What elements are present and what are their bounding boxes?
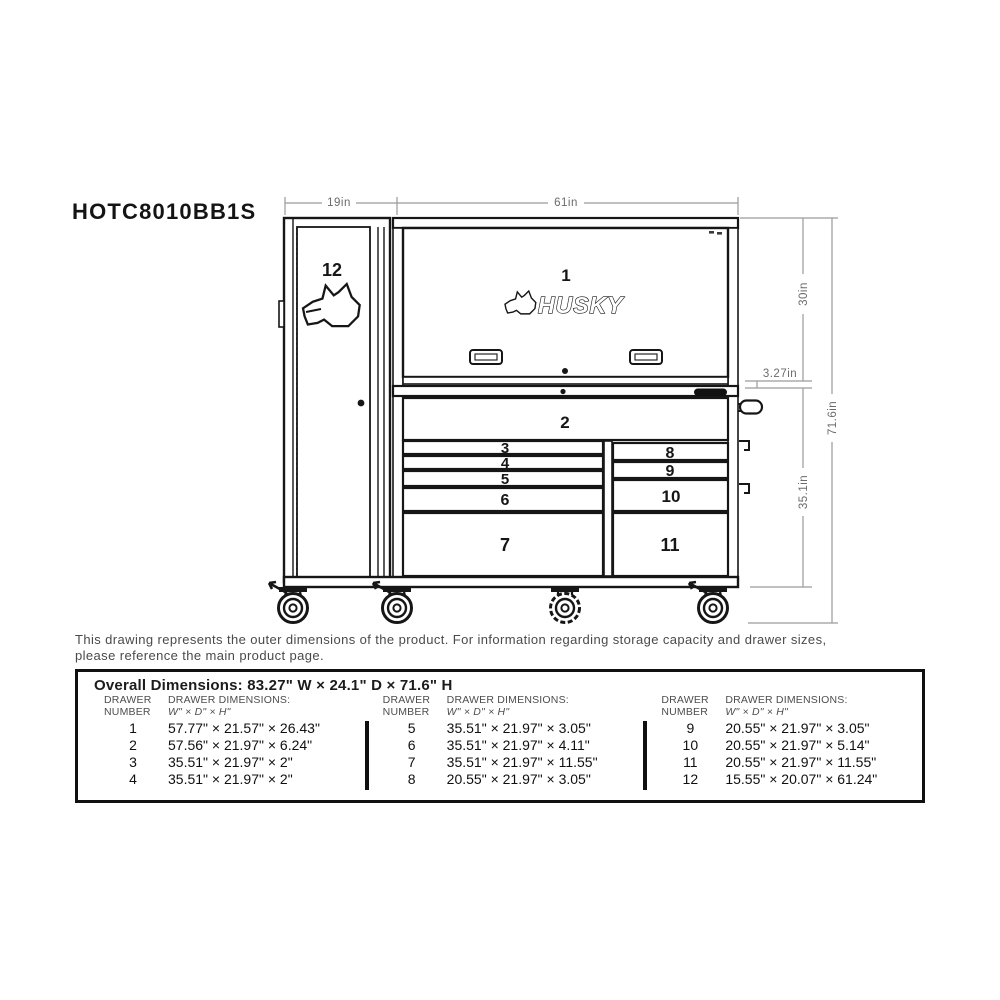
drawer-row <box>661 754 916 771</box>
drawer-dimensions: 57.77" × 21.57" × 26.43" <box>168 720 320 736</box>
overall-dimensions: Overall Dimensions: 83.27" W × 24.1" D × 71.6" H <box>94 677 453 694</box>
drawer-table-group-2 <box>383 695 638 790</box>
drawer-row <box>104 737 359 754</box>
drawer-row <box>104 771 359 788</box>
dim-gap-worktop: 3.27in <box>762 368 798 380</box>
col-header-wdh: W" × D" × H" <box>168 705 231 718</box>
drawer-number: 1 <box>129 720 137 736</box>
drawer-dimensions: 35.51" × 21.97" × 2" <box>168 771 293 787</box>
dim-height-hutch: 30in <box>798 282 810 306</box>
caster-fixed <box>551 587 580 623</box>
drawer-number: 12 <box>682 771 699 787</box>
drawer-row <box>383 737 638 754</box>
latch-marks <box>709 231 714 234</box>
drawer-label-9: 9 <box>665 463 675 480</box>
drawer-row <box>383 720 638 737</box>
drawer-dimensions: 35.51" × 21.97" × 3.05" <box>446 720 591 736</box>
drawer-number: 6 <box>407 737 416 753</box>
drawer-label-8: 8 <box>665 445 675 462</box>
husky-badge-icon <box>694 389 727 397</box>
drawer-label-7: 7 <box>499 535 511 555</box>
side-hooks <box>739 441 749 493</box>
col-header-drawer: DRAWER <box>104 694 152 706</box>
worktop <box>393 377 738 396</box>
drawer-dimensions: 35.51" × 21.97" × 11.55" <box>446 754 598 770</box>
drawer-number: 7 <box>407 754 416 770</box>
drawer-dimensions: 20.55" × 21.97" × 11.55" <box>725 754 877 770</box>
model-number-title: HOTC8010BB1S <box>72 199 257 224</box>
drawer-label-10: 10 <box>661 487 681 506</box>
bank-divider <box>604 441 612 576</box>
drawer-label-1: 1 <box>561 266 571 285</box>
drawer-row <box>104 720 359 737</box>
drawer-dimensions: 20.55" × 21.97" × 5.14" <box>725 737 870 753</box>
col-header-dimensions: DRAWER DIMENSIONS: <box>168 694 291 706</box>
drawer-label-2: 2 <box>560 413 570 432</box>
col-header-dimensions: DRAWER DIMENSIONS: <box>725 694 848 706</box>
drawer-number: 4 <box>129 771 137 787</box>
drawer-dimensions: 35.51" × 21.97" × 4.11" <box>446 737 590 753</box>
drawer-row <box>104 754 359 771</box>
lock-dot-icon <box>562 368 568 374</box>
drawer-number: 2 <box>129 737 137 753</box>
dim-width-chest: 61in <box>554 197 578 209</box>
col-header-number: NUMBER <box>382 705 430 718</box>
drawer-dimensions: 20.55" × 21.97" × 3.05" <box>446 771 591 787</box>
col-header-wdh: W" × D" × H" <box>725 705 788 718</box>
drawer-number: 5 <box>407 720 416 736</box>
dim-height-total: 71.6in <box>827 400 839 436</box>
drawer-number: 8 <box>407 771 416 787</box>
door-hinge <box>279 301 284 327</box>
drawer-table-group-3 <box>661 695 916 790</box>
col-header-drawer: DRAWER <box>382 694 431 706</box>
col-header-dimensions: DRAWER DIMENSIONS: <box>446 694 569 706</box>
drawer-dimensions: 15.55" × 20.07" × 61.24" <box>725 771 878 787</box>
col-header-wdh: W" × D" × H" <box>446 705 510 718</box>
disclaimer-line-1: This drawing represents the outer dimensions of the product. For information regarding storage capacity and drawer sizes, <box>75 632 827 647</box>
drawer-number: 10 <box>682 737 699 753</box>
caster-swivel-brake <box>269 582 308 623</box>
drawer-label-3: 3 <box>500 440 510 457</box>
col-header-number: NUMBER <box>104 705 151 718</box>
drawer-label-6: 6 <box>500 492 510 509</box>
drawer-table-group-1 <box>104 695 359 790</box>
dim-height-cabinet: 35.1in <box>798 474 810 510</box>
table-divider <box>643 721 647 790</box>
drawer-number: 9 <box>686 720 695 736</box>
disclaimer-line-2: please reference the main product page. <box>75 647 325 663</box>
drawer-row <box>661 737 916 754</box>
base-rail <box>284 577 738 587</box>
side-handle <box>738 401 762 414</box>
drawer-label-5: 5 <box>500 471 510 488</box>
drawer-row <box>383 754 638 771</box>
drawer-dimensions: 35.51" × 21.97" × 2" <box>168 754 293 770</box>
drawer-label-12: 12 <box>321 260 343 280</box>
dim-width-locker: 19in <box>327 197 351 209</box>
drawer-dimensions: 20.55" × 21.97" × 3.05" <box>725 720 870 736</box>
table-divider <box>365 721 369 790</box>
disclaimer-note <box>75 632 921 663</box>
keyhole-icon <box>358 400 365 407</box>
dimensions-table <box>75 669 925 803</box>
drawer-row <box>661 771 916 788</box>
drawer-row <box>383 771 638 788</box>
drawer-label-11: 11 <box>660 535 680 555</box>
col-header-number: NUMBER <box>661 705 709 718</box>
drawer-dimensions: 57.56" × 21.97" × 6.24" <box>168 737 313 753</box>
drawer-number: 11 <box>683 754 698 770</box>
drawer-label-4: 4 <box>500 455 510 472</box>
drawer-row <box>661 720 916 737</box>
drawer-number: 3 <box>129 754 137 770</box>
husky-logo-text: HUSKY <box>538 292 624 318</box>
col-header-drawer: DRAWER <box>661 694 709 706</box>
